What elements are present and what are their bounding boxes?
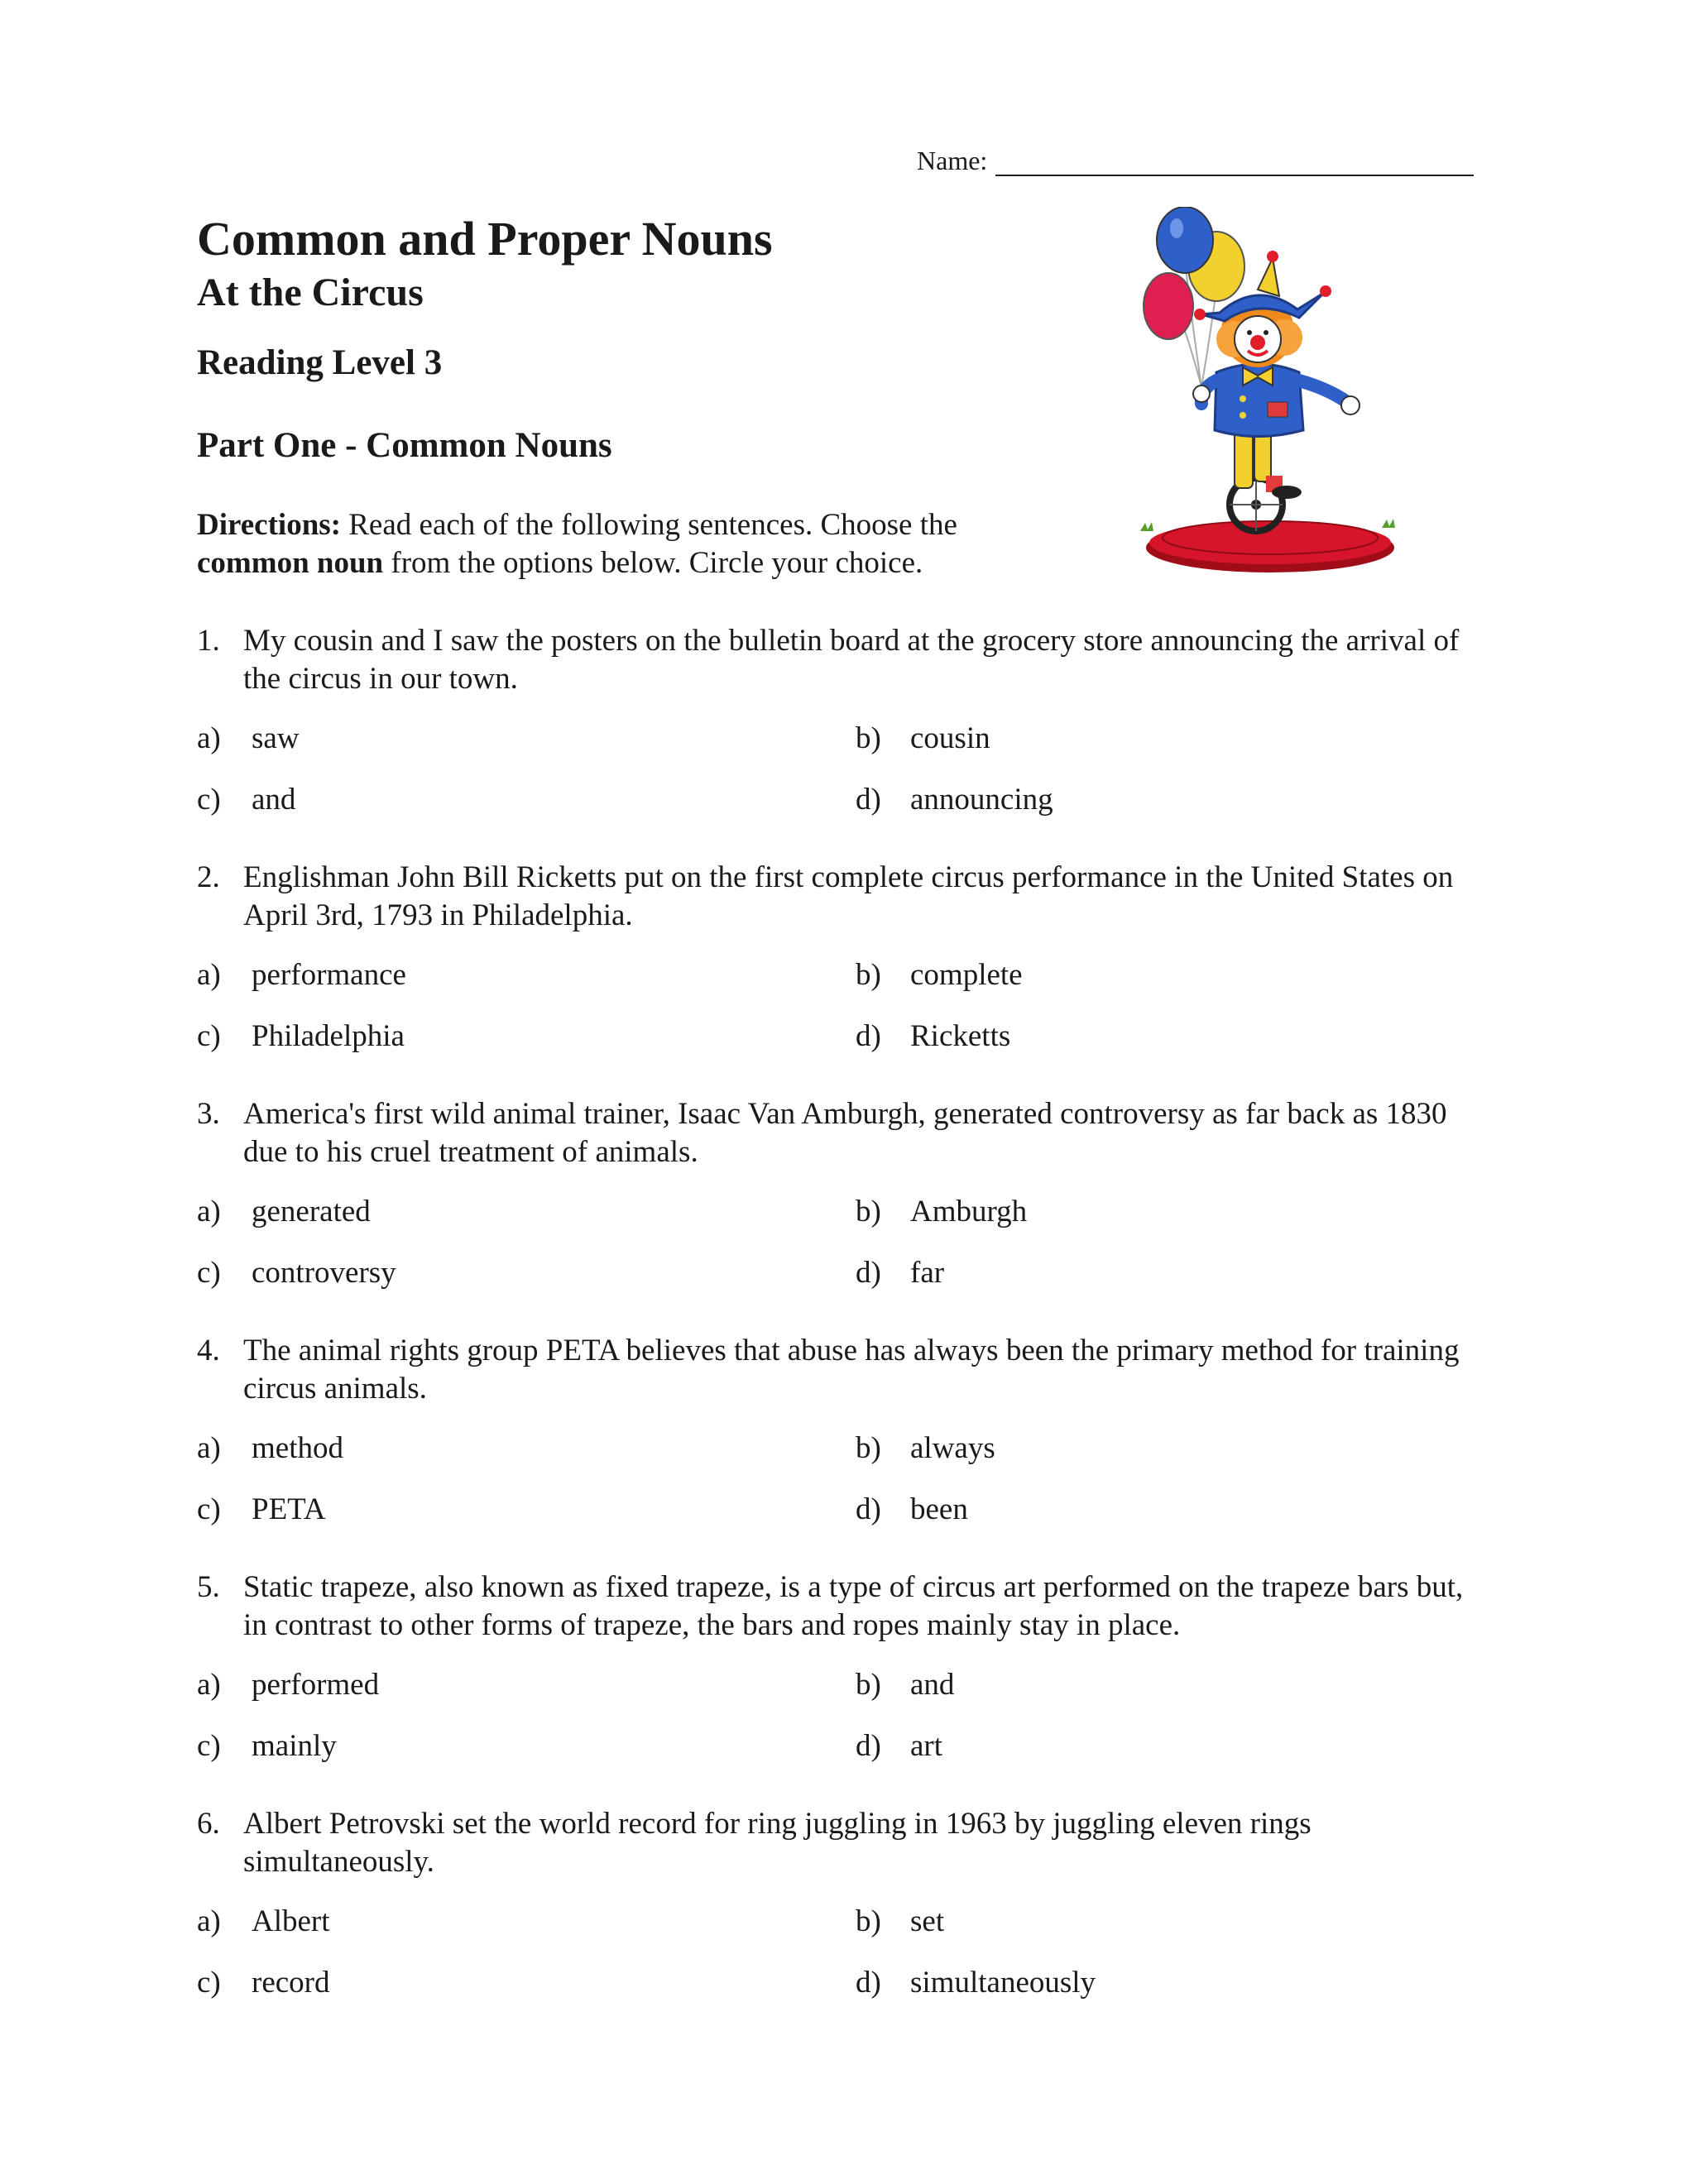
option-letter: c) [197, 1492, 221, 1526]
question-sentence: Englishman John Bill Ricketts put on the first complete circus performance in the United States on April 3rd, 1793 in Philadelphia. [243, 860, 1454, 932]
option-c[interactable] [197, 1964, 330, 2002]
question-3-text [197, 1095, 1488, 1171]
question-number: 4. [197, 1334, 220, 1367]
option-letter: b) [856, 1904, 881, 1938]
option-text: complete [910, 958, 1023, 992]
option-d[interactable] [856, 1018, 1010, 1056]
option-letter: c) [197, 783, 221, 817]
option-text: announcing [910, 783, 1053, 817]
question-6-text [197, 1805, 1488, 1881]
option-d[interactable] [856, 1254, 944, 1292]
name-blank-line[interactable] [995, 148, 1474, 176]
question-5-text [197, 1569, 1488, 1645]
option-text: generated [252, 1195, 371, 1228]
option-a[interactable] [197, 1430, 343, 1468]
option-text: simultaneously [910, 1966, 1096, 2000]
option-letter: d) [856, 783, 881, 817]
name-field[interactable] [917, 146, 1474, 176]
directions-emphasis: common noun [197, 546, 384, 580]
question-sentence: America's first wild animal trainer, Isaac Van Amburgh, generated controversy as far back as 1830 due to his cruel treatment of animals. [243, 1097, 1447, 1169]
option-letter: b) [856, 1431, 881, 1465]
option-letter: a) [197, 1668, 221, 1702]
worksheet-subtitle: At the Circus [197, 271, 424, 314]
option-text: art [910, 1729, 943, 1763]
option-letter: c) [197, 1966, 221, 2000]
option-letter: d) [856, 1729, 881, 1763]
question-4 [197, 1332, 1488, 1569]
option-letter: b) [856, 958, 881, 992]
option-c[interactable] [197, 1018, 405, 1056]
option-letter: c) [197, 1256, 221, 1290]
option-b[interactable] [856, 1903, 944, 1941]
worksheet-title: Common and Proper Nouns [197, 212, 773, 266]
question-sentence: The animal rights group PETA believes that abuse has always been the primary method for training circus animals. [243, 1334, 1460, 1406]
name-label: Name: [917, 146, 988, 175]
option-c[interactable] [197, 1254, 396, 1292]
directions-text-2: from the options below. Circle your choice. [383, 546, 923, 580]
question-2-text [197, 859, 1488, 935]
option-b[interactable] [856, 1430, 995, 1468]
option-d[interactable] [856, 1964, 1096, 2002]
option-text: been [910, 1492, 968, 1526]
question-number: 3. [197, 1097, 220, 1131]
option-text: performed [252, 1668, 380, 1702]
option-a[interactable] [197, 1666, 379, 1704]
option-text: and [252, 783, 296, 817]
question-3 [197, 1095, 1488, 1332]
option-c[interactable] [197, 1727, 337, 1765]
option-text: always [910, 1431, 995, 1465]
option-d[interactable] [856, 1727, 942, 1765]
option-text: far [910, 1256, 945, 1290]
option-a[interactable] [197, 720, 300, 758]
option-text: performance [252, 958, 406, 992]
question-1 [197, 622, 1488, 859]
option-letter: c) [197, 1729, 221, 1763]
option-text: Albert [252, 1904, 330, 1938]
option-text: Philadelphia [252, 1019, 405, 1053]
option-letter: b) [856, 1195, 881, 1228]
option-a[interactable] [197, 1193, 371, 1231]
option-letter: c) [197, 1019, 221, 1053]
question-sentence: Static trapeze, also known as fixed trapeze, is a type of circus art performed on the trapeze bars but, in contrast to other forms of trapeze, the bars and ropes mainly stay in place. [243, 1570, 1464, 1642]
reading-level: Reading Level 3 [197, 343, 443, 382]
question-5 [197, 1569, 1488, 1805]
option-text: Ricketts [910, 1019, 1011, 1053]
question-1-text [197, 622, 1488, 698]
clown-on-unicycle-illustration [1134, 207, 1407, 579]
option-letter: a) [197, 1431, 221, 1465]
directions-label: Directions: [197, 508, 341, 542]
question-number: 1. [197, 624, 220, 658]
option-text: saw [252, 721, 300, 755]
option-letter: d) [856, 1492, 881, 1526]
option-text: record [252, 1966, 330, 2000]
option-a[interactable] [197, 956, 406, 994]
option-d[interactable] [856, 1491, 968, 1529]
question-number: 6. [197, 1807, 220, 1841]
question-sentence: My cousin and I saw the posters on the bulletin board at the grocery store announcing the arrival of the circus in our town. [243, 624, 1460, 696]
option-letter: d) [856, 1966, 881, 2000]
question-6 [197, 1805, 1488, 2042]
option-letter: b) [856, 721, 881, 755]
option-letter: a) [197, 721, 221, 755]
option-text: controversy [252, 1256, 396, 1290]
question-2 [197, 859, 1488, 1095]
question-sentence: Albert Petrovski set the world record for ring juggling in 1963 by juggling eleven rings simultaneously. [243, 1807, 1312, 1879]
option-letter: d) [856, 1019, 881, 1053]
option-c[interactable] [197, 1491, 326, 1529]
part-heading: Part One - Common Nouns [197, 426, 612, 465]
option-text: Amburgh [910, 1195, 1028, 1228]
option-letter: a) [197, 1195, 221, 1228]
question-list [197, 622, 1488, 2042]
option-b[interactable] [856, 956, 1023, 994]
directions [197, 506, 1057, 582]
option-d[interactable] [856, 781, 1053, 819]
option-b[interactable] [856, 720, 990, 758]
option-b[interactable] [856, 1666, 954, 1704]
option-letter: a) [197, 958, 221, 992]
option-text: mainly [252, 1729, 337, 1763]
option-text: and [910, 1668, 955, 1702]
option-text: method [252, 1431, 343, 1465]
option-c[interactable] [197, 781, 295, 819]
option-text: cousin [910, 721, 990, 755]
option-text: PETA [252, 1492, 326, 1526]
question-number: 5. [197, 1570, 220, 1604]
directions-text-1: Read each of the following sentences. Choose the [341, 508, 957, 542]
option-letter: d) [856, 1256, 881, 1290]
option-text: set [910, 1904, 945, 1938]
option-b[interactable] [856, 1193, 1027, 1231]
option-letter: b) [856, 1668, 881, 1702]
option-letter: a) [197, 1904, 221, 1938]
question-4-text [197, 1332, 1488, 1408]
option-a[interactable] [197, 1903, 330, 1941]
question-number: 2. [197, 860, 220, 894]
